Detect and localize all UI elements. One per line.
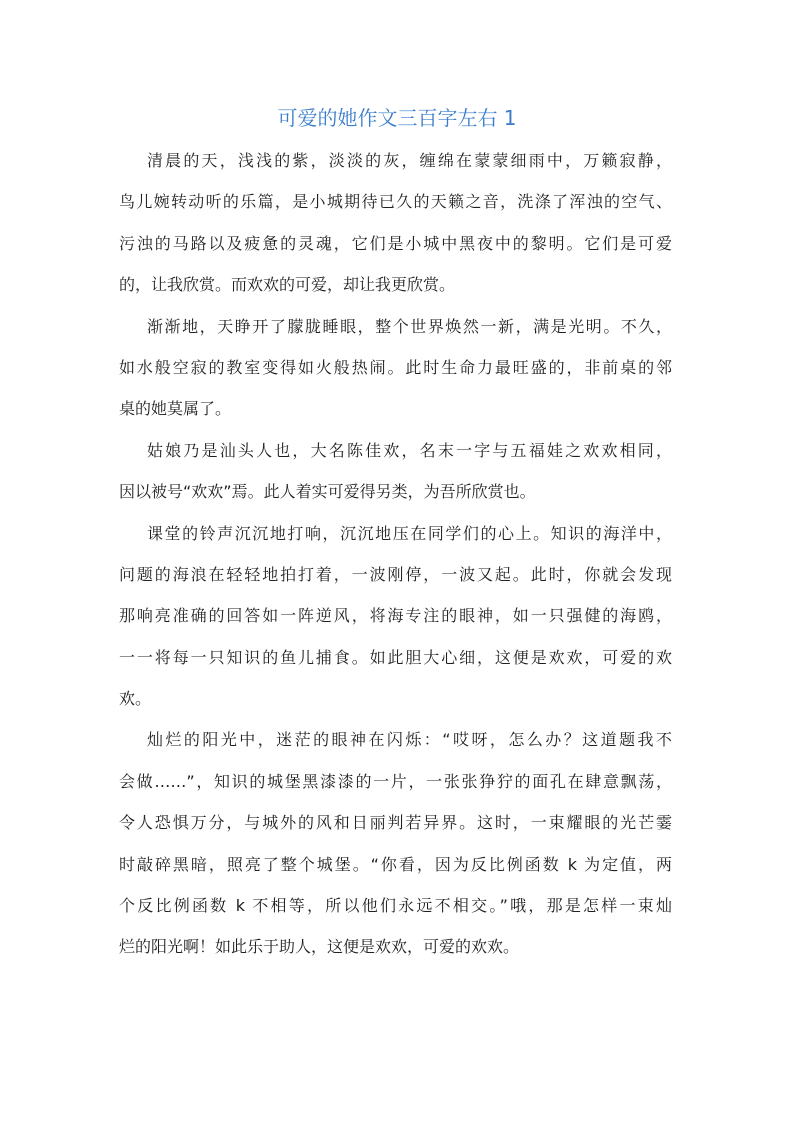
paragraph — [119, 513, 672, 720]
text-line: 污浊的马路以及疲惫的灵魂，它们是小城中黑夜中的黎明。它们是可爱 — [119, 233, 672, 253]
text-line: 一一将每一只知识的鱼儿捕食。如此胆大心细，这便是欢欢，可爱的欢 — [119, 647, 672, 667]
paragraph — [119, 719, 672, 967]
text-line: 烂的阳光啊！如此乐于助人，这便是欢欢，可爱的欢欢。 — [119, 937, 520, 957]
paragraph — [119, 140, 672, 306]
text-line: 课堂的铃声沉沉地打响，沉沉地压在同学们的心上。知识的海洋中， — [147, 523, 672, 543]
text-line: 灿烂的阳光中，迷茫的眼神在闪烁：“哎呀，怎么办？这道题我不 — [147, 730, 672, 750]
text-line: 会做……”，知识的城堡黑漆漆的一片，一张张狰狞的面孔在肆意飘荡， — [119, 771, 672, 791]
text-line: 桌的她莫属了。 — [119, 399, 232, 419]
text-line: 渐渐地，天睁开了朦胧睡眼，整个世界焕然一新，满是光明。不久， — [147, 316, 672, 336]
text-line: 问题的海浪在轻轻地拍打着，一波刚停，一波又起。此时，你就会发现 — [119, 564, 672, 584]
document-body — [119, 140, 672, 968]
text-line: 的，让我欣赏。而欢欢的可爱，却让我更欣赏。 — [119, 275, 456, 295]
text-line: 如水般空寂的教室变得如火般热闹。此时生命力最旺盛的，非前桌的邻 — [119, 357, 672, 377]
text-line: 那响亮准确的回答如一阵逆风，将海专注的眼神，如一只强健的海鸥， — [119, 606, 672, 626]
text-line: 鸟儿婉转动听的乐篇，是小城期待已久的天籁之音，洗涤了浑浊的空气、 — [119, 192, 672, 212]
text-line: 姑娘乃是汕头人也，大名陈佳欢，名末一字与五福娃之欢欢相同， — [147, 440, 672, 460]
paragraph — [119, 306, 672, 430]
paragraph — [119, 430, 672, 513]
text-line: 清晨的天，浅浅的紫，淡淡的灰，缠绵在蒙蒙细雨中，万籁寂静， — [147, 151, 672, 170]
document-title: 可爱的她作文三百字左右 1 — [277, 106, 517, 130]
text-line: 因以被号“欢欢”焉。此人着实可爱得另类，为吾所欣赏也。 — [119, 482, 536, 502]
text-line: 个反比例函数 k 不相等，所以他们永远不相交。”哦，那是怎样一束灿 — [119, 896, 672, 916]
text-line: 时敲碎黑暗，照亮了整个城堡。“你看，因为反比例函数 k 为定值，两 — [119, 854, 672, 874]
text-line: 令人恐惧万分，与城外的风和日丽判若异界。这时，一束耀眼的光芒霎 — [119, 813, 672, 833]
text-line: 欢。 — [119, 689, 152, 709]
